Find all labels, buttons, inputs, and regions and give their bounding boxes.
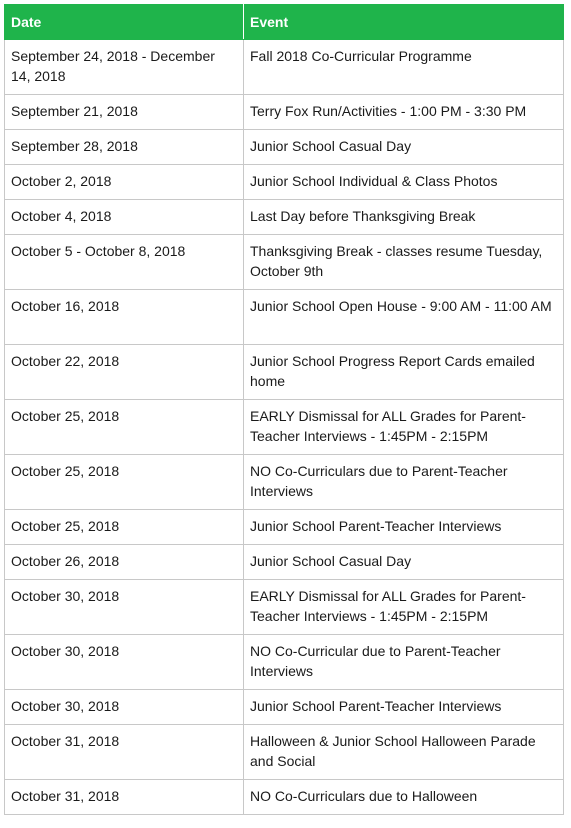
event-description-cell: EARLY Dismissal for ALL Grades for Parent-Teacher Interviews - 1:45PM - 2:15PM bbox=[244, 580, 564, 635]
event-date-cell: October 25, 2018 bbox=[5, 510, 244, 545]
table-row bbox=[5, 725, 564, 780]
event-date-cell: October 25, 2018 bbox=[5, 400, 244, 455]
event-description-cell: NO Co-Curriculars due to Halloween bbox=[244, 780, 564, 815]
column-header-date: Date bbox=[5, 5, 244, 40]
table-row bbox=[5, 545, 564, 580]
event-description-cell: EARLY Dismissal for ALL Grades for Parent-Teacher Interviews - 1:45PM - 2:15PM bbox=[244, 400, 564, 455]
events-table-body bbox=[5, 40, 564, 815]
table-row bbox=[5, 510, 564, 545]
event-description-cell: Halloween & Junior School Halloween Parade and Social bbox=[244, 725, 564, 780]
event-description-cell: Junior School Casual Day bbox=[244, 130, 564, 165]
events-table bbox=[4, 4, 564, 815]
event-date-cell: October 30, 2018 bbox=[5, 690, 244, 725]
event-description-cell: Junior School Parent-Teacher Interviews bbox=[244, 510, 564, 545]
table-row bbox=[5, 780, 564, 815]
table-row bbox=[5, 235, 564, 290]
event-date-cell: October 4, 2018 bbox=[5, 200, 244, 235]
table-row bbox=[5, 400, 564, 455]
event-date-cell: October 2, 2018 bbox=[5, 165, 244, 200]
event-date-cell: October 26, 2018 bbox=[5, 545, 244, 580]
event-description-cell: Junior School Open House - 9:00 AM - 11:00 AM bbox=[244, 290, 564, 345]
event-date-cell: October 30, 2018 bbox=[5, 635, 244, 690]
table-row bbox=[5, 635, 564, 690]
event-date-cell: October 22, 2018 bbox=[5, 345, 244, 400]
event-description-cell: Terry Fox Run/Activities - 1:00 PM - 3:30 PM bbox=[244, 95, 564, 130]
event-description-cell: Fall 2018 Co-Curricular Programme bbox=[244, 40, 564, 95]
table-row bbox=[5, 690, 564, 725]
table-row bbox=[5, 40, 564, 95]
table-row bbox=[5, 95, 564, 130]
table-row bbox=[5, 165, 564, 200]
table-row bbox=[5, 580, 564, 635]
event-description-cell: Junior School Individual & Class Photos bbox=[244, 165, 564, 200]
event-description-cell: Junior School Parent-Teacher Interviews bbox=[244, 690, 564, 725]
event-date-cell: October 16, 2018 bbox=[5, 290, 244, 345]
table-row bbox=[5, 130, 564, 165]
event-date-cell: September 21, 2018 bbox=[5, 95, 244, 130]
event-description-cell: Junior School Casual Day bbox=[244, 545, 564, 580]
event-date-cell: October 31, 2018 bbox=[5, 780, 244, 815]
table-row bbox=[5, 345, 564, 400]
event-date-cell: September 24, 2018 - December 14, 2018 bbox=[5, 40, 244, 95]
event-description-cell: Last Day before Thanksgiving Break bbox=[244, 200, 564, 235]
event-description-cell: NO Co-Curricular due to Parent-Teacher Interviews bbox=[244, 635, 564, 690]
event-description-cell: Junior School Progress Report Cards emailed home bbox=[244, 345, 564, 400]
column-header-event: Event bbox=[244, 5, 564, 40]
event-date-cell: October 30, 2018 bbox=[5, 580, 244, 635]
event-date-cell: October 25, 2018 bbox=[5, 455, 244, 510]
table-row bbox=[5, 290, 564, 345]
event-date-cell: October 5 - October 8, 2018 bbox=[5, 235, 244, 290]
event-date-cell: September 28, 2018 bbox=[5, 130, 244, 165]
table-row bbox=[5, 200, 564, 235]
event-description-cell: NO Co-Curriculars due to Parent-Teacher Interviews bbox=[244, 455, 564, 510]
event-description-cell: Thanksgiving Break - classes resume Tuesday, October 9th bbox=[244, 235, 564, 290]
table-row bbox=[5, 455, 564, 510]
table-header-row bbox=[5, 5, 564, 40]
event-date-cell: October 31, 2018 bbox=[5, 725, 244, 780]
